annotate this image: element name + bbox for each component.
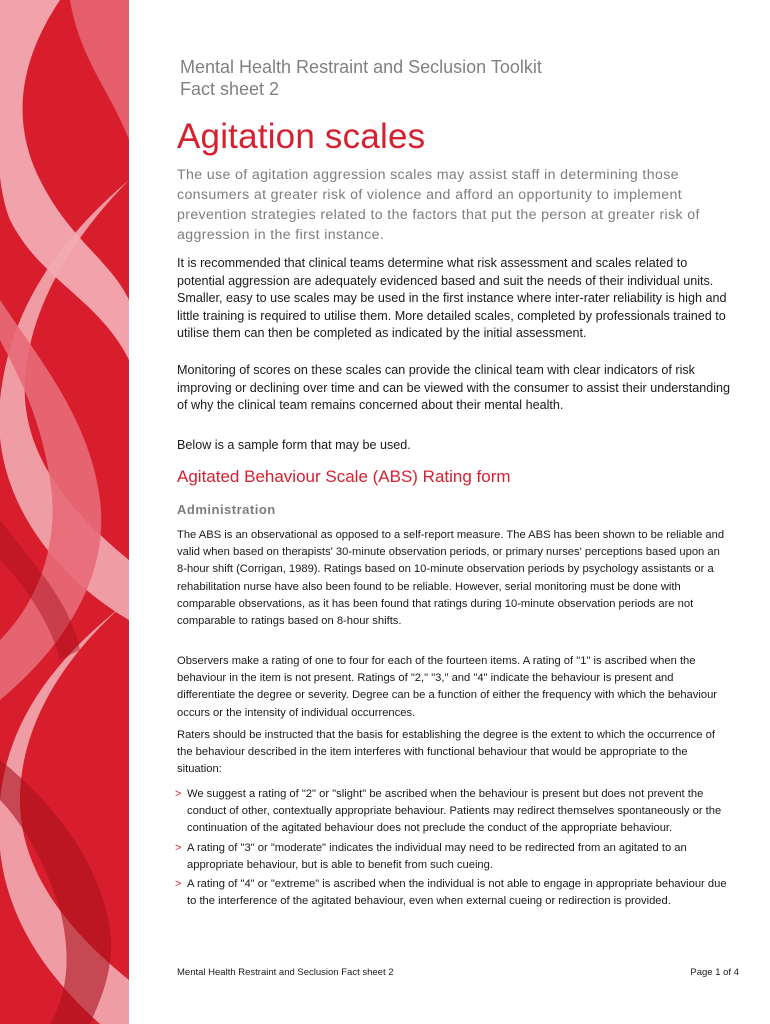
list-item — [175, 876, 735, 910]
document-header — [180, 56, 740, 100]
rating-instructions-paragraph: Observers make a rating of one to four for each of the fourteen items. A rating of "1" is ascribed when the behaviour in the item is not present. Ratings of "2," "3," and "4" indicate the behaviour is present and differentiate the degree or severity. Degree can be a function of either the frequency with which the behaviour occurs or the intensity of individual occurrences. — [177, 655, 718, 719]
chevron-right-icon: > — [175, 841, 182, 854]
rater-instructions-paragraph: Raters should be instructed that the basis for establishing the degree is the extent to which the occurrence of the behaviour described in the item interferes with functional behaviour that would be appropriate to the situation: — [177, 729, 715, 776]
intro-paragraph: The use of agitation aggression scales may assist staff in determining those consumers at greater risk of violence and afford an opportunity to implement prevention strategies related to the factors that put the person at greater risk of aggression in the first instance. — [177, 167, 700, 243]
administration-heading: Administration — [177, 502, 276, 517]
bullet-text: We suggest a rating of "2" or "slight" be ascribed when the behaviour is present but does not prevent the conduct of other, contextually appropriate behaviour. Patients may redirect themselves spontaneously or the continuation of the agitated behaviour does not preclude the conduct of the appropriate behaviour. — [187, 788, 722, 835]
toolkit-title: Mental Health Restraint and Seclusion Toolkit — [180, 57, 542, 77]
body-paragraph-monitoring: Monitoring of scores on these scales can provide the clinical team with clear indicators of risk improving or declining over time and can be viewed with the consumer to assist their understanding of why the clinical team remains concerned about their mental health. — [177, 363, 731, 413]
body-paragraph-sample-form: Below is a sample form that may be used. — [177, 438, 411, 452]
list-item — [175, 840, 735, 874]
bullet-text: A rating of "3" or "moderate" indicates the individual may need to be redirected from an agitated to an appropriate behaviour, but is able to benefit from such cueing. — [187, 841, 687, 871]
chevron-right-icon: > — [175, 788, 182, 800]
page-title: Agitation scales — [177, 117, 426, 156]
fact-sheet-label: Fact sheet 2 — [180, 79, 280, 99]
footer-document-title: Mental Health Restraint and Seclusion Fact sheet 2 — [177, 967, 394, 978]
bullet-text: A rating of "4" or "extreme" is ascribed when the individual is not able to engage in appropriate behaviour due to the interference of the agitated behaviour, even when external cueing or redirection is provided. — [187, 878, 727, 908]
rating-bullet-list — [175, 786, 735, 912]
list-item — [175, 786, 735, 838]
abs-description-paragraph: The ABS is an observational as opposed to a self-report measure. The ABS has been shown to be reliable and valid when based on therapists' 30-minute observation periods, or primary nurses' perceptions based upon an 8-hour shift (Corrigan, 1989). Ratings based on 10-minute observation periods by psychology assistants or a rehabilitation nurse have also been found to be reliable. However, serial monitoring must be done with comparable observations, as it has been found that ratings during 10-minute observation periods are not comparable to ratings based on 8-hour shifts. — [177, 529, 725, 628]
body-paragraph-recommendation: It is recommended that clinical teams determine what risk assessment and scales related to potential aggression are adequately evidenced based and suit the needs of their individual units. Smaller, easy to use scales may be used in the first instance where inter-rater reliability is high and little training is required to utilise them. More detailed scales, completed by professionals trained to utilise them can then be completed as indicated by the initial assessment. — [177, 256, 727, 341]
page-number: Page 1 of 4 — [690, 967, 739, 978]
ribbon-pattern-graphic — [0, 0, 129, 1024]
section-title: Agitated Behaviour Scale (ABS) Rating form — [177, 467, 511, 486]
chevron-right-icon: > — [175, 878, 182, 891]
decorative-sidebar — [0, 0, 129, 1024]
